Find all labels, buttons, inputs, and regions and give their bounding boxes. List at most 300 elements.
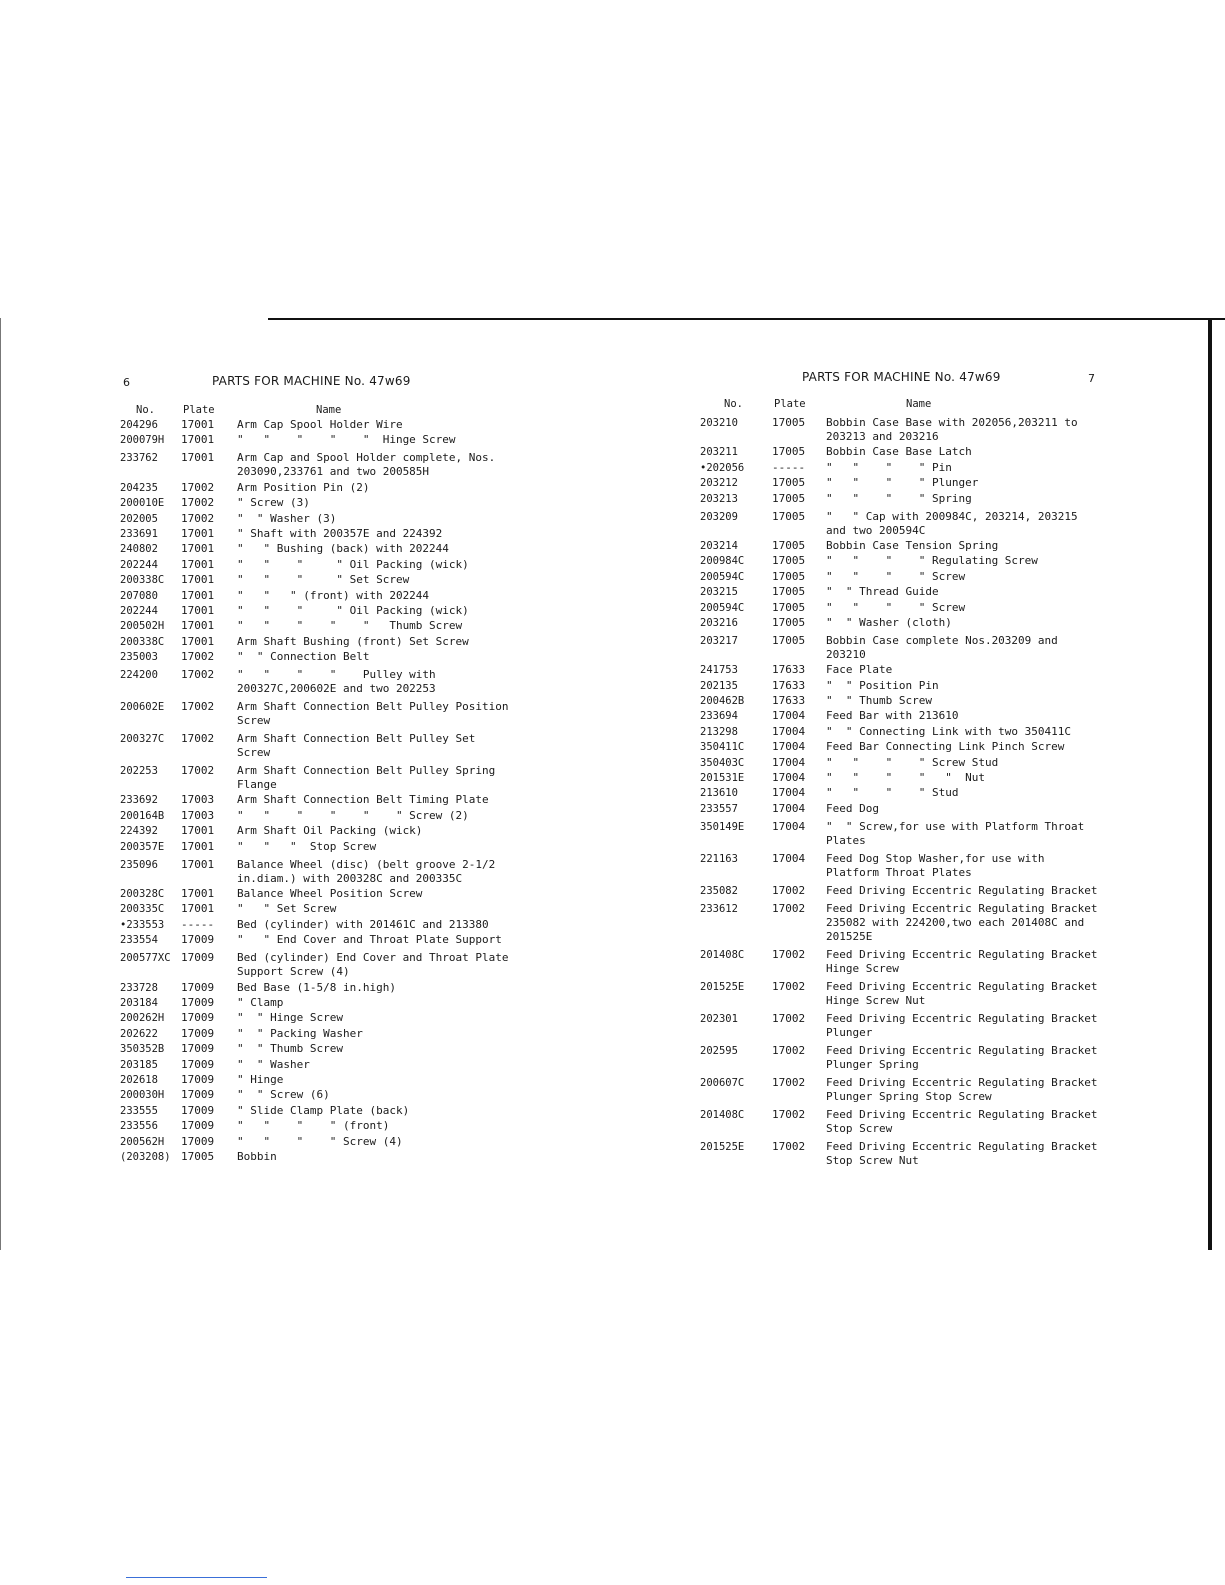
- part-row: [120, 481, 590, 495]
- part-number: 213610: [700, 787, 738, 800]
- part-name: " Shaft with 200357E and 224392: [237, 526, 443, 540]
- part-number: 200602E: [120, 701, 165, 714]
- part-row: [120, 650, 590, 664]
- plate-number: 17633: [772, 678, 806, 692]
- part-row: [700, 852, 1100, 880]
- plate-number: 17009: [181, 951, 215, 965]
- part-number: 203214: [700, 539, 738, 552]
- plate-number: 17004: [772, 786, 806, 800]
- page-number: 6: [123, 376, 130, 389]
- top-rule: [268, 318, 1225, 320]
- plate-number: 17009: [181, 1119, 215, 1133]
- part-row: [120, 418, 590, 432]
- plate-number: 17002: [772, 947, 806, 961]
- part-row: [700, 634, 1100, 662]
- part-name: Feed Driving Eccentric Regulating Bracket Hinge Screw: [826, 947, 1105, 975]
- part-number: 233612: [700, 902, 738, 915]
- part-name: " " " " (front): [237, 1119, 390, 1133]
- plate-number: 17002: [181, 511, 215, 525]
- part-name: Bobbin Case Base Latch: [826, 445, 972, 459]
- part-row: [120, 918, 590, 932]
- plate-number: 17001: [181, 433, 215, 447]
- plate-number: 17001: [181, 619, 215, 633]
- part-row: [700, 570, 1100, 584]
- plate-number: 17001: [181, 557, 215, 571]
- part-name: " " " " " Hinge Screw: [237, 433, 456, 447]
- plate-number: 17009: [181, 980, 215, 994]
- plate-number: 17001: [181, 603, 215, 617]
- part-row: [700, 1139, 1105, 1168]
- part-row: [120, 558, 590, 572]
- part-number: 224200: [120, 669, 158, 682]
- part-name: " " Position Pin: [826, 678, 939, 692]
- plate-number: 17002: [181, 668, 215, 682]
- part-number: 200164B: [120, 809, 165, 822]
- part-number: 200328C: [120, 888, 165, 901]
- part-number: 224392: [120, 825, 158, 838]
- part-row: [120, 542, 590, 556]
- plate-number: 17001: [181, 451, 215, 465]
- part-number: 233692: [120, 794, 158, 807]
- part-row: [120, 1027, 590, 1041]
- parts-list: [700, 416, 1105, 1168]
- part-row: [120, 1104, 590, 1118]
- part-row: [700, 756, 1100, 770]
- part-number: 201525E: [700, 980, 745, 993]
- part-number: •233553: [120, 918, 165, 931]
- part-number: 200462B: [700, 695, 745, 708]
- part-name: " " " Stop Screw: [237, 839, 377, 853]
- part-name: " " Screw (6): [237, 1088, 330, 1102]
- part-number: 202005: [120, 512, 158, 525]
- part-number: 200079H: [120, 434, 165, 447]
- part-number: 200562H: [120, 1135, 165, 1148]
- part-name: " " Connecting Link with two 350411C: [826, 724, 1072, 738]
- part-number: 203212: [700, 477, 738, 490]
- part-number: 202595: [700, 1044, 738, 1057]
- part-name: Feed Bar with 213610: [826, 709, 959, 723]
- part-row: [120, 1150, 590, 1164]
- part-row: [120, 512, 590, 526]
- part-name: " " " " " Thumb Screw: [237, 619, 463, 633]
- part-number: 200502H: [120, 620, 165, 633]
- plate-number: 17009: [181, 1103, 215, 1117]
- part-row: [120, 619, 590, 633]
- plate-number: 17005: [772, 491, 806, 505]
- plate-number: 17005: [772, 600, 806, 614]
- part-row: [700, 1075, 1105, 1104]
- part-row: [120, 858, 590, 886]
- part-number: 235082: [700, 884, 738, 897]
- part-name: " " Set Screw: [237, 902, 337, 916]
- part-number: 200594C: [700, 601, 745, 614]
- part-name: " " " (front) with 202244: [237, 588, 430, 602]
- right-page-header: [700, 368, 1100, 398]
- header-name: Name: [906, 398, 932, 410]
- part-name: Feed Driving Eccentric Regulating Bracket Plunger Spring: [826, 1043, 1105, 1071]
- part-name: Feed Dog Stop Washer,for use with Platform Throat Plates: [826, 851, 1052, 879]
- plate-number: 17009: [181, 1134, 215, 1148]
- part-number: 200594C: [700, 570, 745, 583]
- part-number: 200262H: [120, 1012, 165, 1025]
- part-name: Bobbin Case Tension Spring: [826, 538, 999, 552]
- part-number: 203185: [120, 1058, 158, 1071]
- part-number: 350352B: [120, 1043, 165, 1056]
- plate-number: -----: [181, 917, 215, 931]
- part-row: [120, 793, 590, 807]
- part-number: 233555: [120, 1104, 158, 1117]
- part-row: [700, 461, 1100, 475]
- page-number: 7: [1088, 372, 1095, 385]
- part-row: [120, 764, 590, 792]
- part-number: 202618: [120, 1073, 158, 1086]
- plate-number: 17004: [772, 755, 806, 769]
- part-name: " Clamp: [237, 995, 284, 1009]
- part-name: Feed Driving Eccentric Regulating Bracket Stop Screw: [826, 1107, 1105, 1135]
- part-name: " " Washer (3): [237, 511, 337, 525]
- plate-number: 17003: [181, 808, 215, 822]
- part-row: [120, 451, 590, 479]
- part-name: Arm Cap and Spool Holder complete, Nos. 203090,233761 and two 200585H: [237, 451, 502, 479]
- plate-number: 17002: [181, 496, 215, 510]
- plate-number: 17001: [181, 588, 215, 602]
- plate-number: 17002: [181, 764, 215, 778]
- part-name: Arm Shaft Bushing (front) Set Screw: [237, 634, 469, 648]
- part-name: " " " " Stud: [826, 786, 959, 800]
- part-number: (203208): [120, 1150, 171, 1163]
- plate-number: 17633: [772, 694, 806, 708]
- part-number: 204296: [120, 419, 158, 431]
- right-page: [700, 368, 1105, 1169]
- plate-number: 17009: [181, 1011, 215, 1025]
- plate-number: 17001: [181, 887, 215, 901]
- part-row: [700, 802, 1100, 816]
- part-number: 233691: [120, 527, 158, 540]
- part-row: [120, 527, 590, 541]
- part-number: 233762: [120, 452, 158, 465]
- plate-number: 17005: [772, 585, 806, 599]
- part-row: [700, 663, 1100, 677]
- part-number: 350411C: [700, 741, 745, 754]
- bottom-underline: [126, 1577, 267, 1578]
- plate-number: 17009: [181, 995, 215, 1009]
- part-number: 201408C: [700, 948, 745, 961]
- part-number: 233694: [700, 710, 738, 723]
- part-number: 350149E: [700, 820, 745, 833]
- part-number: 202253: [120, 765, 158, 778]
- plate-number: 17004: [772, 819, 806, 833]
- part-row: [120, 635, 590, 649]
- part-name: " " Thread Guide: [826, 585, 939, 599]
- part-number: 200357E: [120, 840, 165, 853]
- part-name: Balance Wheel Position Screw: [237, 887, 423, 901]
- part-name: " " Bushing (back) with 202244: [237, 542, 449, 556]
- header-no: No.: [136, 404, 155, 416]
- part-name: Bobbin Case Base with 202056,203211 to 203213 and 203216: [826, 416, 1085, 443]
- part-name: " " " " Screw: [826, 569, 966, 583]
- part-number: 235096: [120, 858, 158, 871]
- part-name: " " Screw,for use with Platform Throat Plates: [826, 819, 1091, 847]
- part-row: [700, 884, 1100, 898]
- part-row: [120, 589, 590, 603]
- part-name: Arm Shaft Connection Belt Timing Plate: [237, 793, 489, 807]
- plate-number: 17004: [772, 709, 806, 723]
- part-name: Bed Base (1-5/8 in.high): [237, 980, 396, 994]
- part-number: 203217: [700, 634, 738, 647]
- part-row: [120, 668, 590, 696]
- part-row: [700, 740, 1100, 754]
- plate-number: 17005: [772, 569, 806, 583]
- part-row: [120, 732, 590, 760]
- plate-number: 17005: [772, 445, 806, 459]
- part-name: " " " " Oil Packing (wick): [237, 603, 469, 617]
- right-edge-rule: [1208, 318, 1212, 1250]
- part-row: [120, 1011, 590, 1025]
- plate-number: 17004: [772, 724, 806, 738]
- part-name: " " " " Plunger: [826, 476, 979, 490]
- part-name: " " " " Set Screw: [237, 573, 410, 587]
- plate-number: 17004: [772, 851, 806, 865]
- plate-number: 17005: [772, 476, 806, 490]
- plate-number: 17002: [772, 883, 806, 897]
- plate-number: -----: [772, 460, 806, 474]
- plate-number: 17005: [772, 416, 806, 429]
- left-page-header: [120, 372, 590, 402]
- part-name: " " Cap with 200984C, 203214, 203215 and two 200594C: [826, 509, 1085, 537]
- part-name: " " Hinge Screw: [237, 1011, 343, 1025]
- part-name: " " " " Regulating Screw: [826, 554, 1038, 568]
- plate-number: 17002: [181, 480, 215, 494]
- part-name: Bed (cylinder) with 201461C and 213380: [237, 917, 489, 931]
- part-name: " " " " Pulley with 200327C,200602E and two 202253: [237, 668, 443, 696]
- part-row: [700, 1011, 1105, 1040]
- part-number: 203215: [700, 586, 738, 599]
- part-name: Arm Position Pin (2): [237, 480, 370, 494]
- header-name: Name: [316, 404, 342, 416]
- part-name: Arm Shaft Connection Belt Pulley Spring Flange: [237, 764, 502, 792]
- part-row: [700, 492, 1100, 506]
- part-name: " " " " Spring: [826, 491, 972, 505]
- part-row: [700, 709, 1100, 723]
- part-number: 201525E: [700, 1140, 745, 1153]
- part-name: " " Washer: [237, 1057, 310, 1071]
- plate-number: 17001: [181, 526, 215, 540]
- part-row: [700, 601, 1100, 615]
- part-number: 350403C: [700, 756, 745, 769]
- part-name: " Slide Clamp Plate (back): [237, 1103, 410, 1117]
- part-name: Bobbin: [237, 1149, 277, 1163]
- part-number: •202056: [700, 461, 745, 474]
- plate-number: 17009: [181, 1072, 215, 1086]
- part-row: [120, 1119, 590, 1133]
- part-row: [120, 824, 590, 838]
- part-number: 233556: [120, 1120, 158, 1133]
- header-plate: Plate: [774, 398, 806, 410]
- part-row: [120, 951, 590, 979]
- part-row: [120, 996, 590, 1010]
- header-plate: Plate: [183, 404, 215, 416]
- part-name: " " " " Screw: [826, 600, 966, 614]
- plate-number: 17005: [772, 509, 806, 523]
- plate-number: 17002: [772, 1139, 806, 1153]
- part-row: [700, 554, 1100, 568]
- part-number: 203184: [120, 996, 158, 1009]
- part-number: 200984C: [700, 555, 745, 568]
- part-row: [700, 476, 1100, 490]
- part-row: [120, 1088, 590, 1102]
- part-row: [120, 1042, 590, 1056]
- part-row: [700, 416, 1100, 444]
- part-name: " " Thumb Screw: [826, 694, 932, 708]
- part-row: [700, 539, 1100, 553]
- plate-number: 17002: [181, 732, 215, 746]
- part-number: 203213: [700, 492, 738, 505]
- plate-number: 17009: [181, 933, 215, 947]
- part-number: 202244: [120, 558, 158, 571]
- part-number: 233554: [120, 934, 158, 947]
- part-name: Face Plate: [826, 663, 893, 677]
- plate-number: 17001: [181, 902, 215, 916]
- part-number: 200338C: [120, 574, 165, 587]
- plate-number: 17001: [181, 634, 215, 648]
- running-title: PARTS FOR MACHINE No. 47w69: [212, 374, 411, 388]
- plate-number: 17002: [772, 1107, 806, 1121]
- part-name: Feed Dog: [826, 801, 879, 815]
- column-headers: [120, 404, 590, 418]
- part-number: 202244: [120, 604, 158, 617]
- part-row: [700, 771, 1100, 785]
- part-name: " " Packing Washer: [237, 1026, 363, 1040]
- part-name: " " End Cover and Throat Plate Support: [237, 933, 502, 947]
- plate-number: 17005: [772, 554, 806, 568]
- part-name: " Hinge: [237, 1072, 284, 1086]
- part-number: 200327C: [120, 733, 165, 746]
- part-name: " " " " Oil Packing (wick): [237, 557, 469, 571]
- part-row: [700, 786, 1100, 800]
- plate-number: 17002: [181, 650, 215, 664]
- plate-number: 17003: [181, 793, 215, 807]
- part-number: 233557: [700, 802, 738, 815]
- column-headers: [700, 398, 1100, 412]
- part-number: 200030H: [120, 1089, 165, 1102]
- part-number: 203210: [700, 417, 738, 429]
- parts-list: [120, 418, 590, 1164]
- plate-number: 17009: [181, 1042, 215, 1056]
- part-name: " " Washer (cloth): [826, 615, 952, 629]
- part-row: [120, 700, 590, 728]
- plate-number: 17004: [772, 771, 806, 785]
- part-row: [700, 1043, 1105, 1072]
- part-row: [700, 1107, 1105, 1136]
- part-row: [120, 1135, 590, 1149]
- part-name: Arm Shaft Oil Packing (wick): [237, 824, 423, 838]
- part-name: " " " " " " Screw (2): [237, 808, 469, 822]
- part-row: [120, 840, 590, 854]
- part-name: Balance Wheel (disc) (belt groove 2-1/2 in.diam.) with 200328C and 200335C: [237, 857, 502, 885]
- part-row: [120, 573, 590, 587]
- part-name: " " " " Screw Stud: [826, 755, 999, 769]
- part-name: Bed (cylinder) End Cover and Throat Plate Support Screw (4): [237, 951, 516, 979]
- part-name: Feed Driving Eccentric Regulating Bracket Plunger: [826, 1011, 1105, 1039]
- part-number: 203211: [700, 446, 738, 459]
- part-name: Arm Cap Spool Holder Wire: [237, 418, 403, 431]
- part-row: [700, 947, 1105, 976]
- header-no: No.: [724, 398, 743, 410]
- plate-number: 17009: [181, 1088, 215, 1102]
- part-name: Bobbin Case complete Nos.203209 and 203210: [826, 633, 1065, 661]
- part-name: " " Connection Belt: [237, 650, 370, 664]
- part-row: [700, 694, 1100, 708]
- part-number: 202622: [120, 1027, 158, 1040]
- part-number: 235003: [120, 651, 158, 664]
- plate-number: 17005: [772, 633, 806, 647]
- plate-number: 17001: [181, 839, 215, 853]
- part-row: [700, 445, 1100, 459]
- part-number: 200335C: [120, 903, 165, 916]
- plate-number: 17001: [181, 824, 215, 838]
- part-row: [120, 1073, 590, 1087]
- part-number: 233728: [120, 981, 158, 994]
- part-row: [120, 981, 590, 995]
- part-row: [700, 901, 1105, 944]
- part-row: [700, 820, 1100, 848]
- part-row: [700, 616, 1100, 630]
- part-name: Feed Driving Eccentric Regulating Bracket Plunger Spring Stop Screw: [826, 1075, 1105, 1103]
- plate-number: 17001: [181, 857, 215, 871]
- part-row: [700, 510, 1100, 538]
- plate-number: 17002: [772, 1043, 806, 1057]
- part-number: 201531E: [700, 772, 745, 785]
- part-name: " " " " Screw (4): [237, 1134, 403, 1148]
- part-name: " " " " Pin: [826, 460, 952, 474]
- plate-number: 17001: [181, 418, 215, 431]
- part-number: 200577XC: [120, 952, 171, 965]
- plate-number: 17005: [772, 615, 806, 629]
- plate-number: 17001: [181, 542, 215, 556]
- part-row: [120, 433, 590, 447]
- part-row: [120, 887, 590, 901]
- part-number: 207080: [120, 589, 158, 602]
- plate-number: 17005: [181, 1149, 215, 1163]
- part-number: 200607C: [700, 1076, 745, 1089]
- plate-number: 17009: [181, 1026, 215, 1040]
- part-name: Feed Bar Connecting Link Pinch Screw: [826, 740, 1065, 754]
- plate-number: 17002: [772, 901, 806, 915]
- plate-number: 17004: [772, 801, 806, 815]
- part-number: 203209: [700, 510, 738, 523]
- part-row: [700, 979, 1105, 1008]
- part-row: [120, 496, 590, 510]
- part-row: [120, 902, 590, 916]
- plate-number: 17002: [181, 700, 215, 714]
- plate-number: 17002: [772, 1011, 806, 1025]
- part-number: 241753: [700, 664, 738, 677]
- part-row: [700, 585, 1100, 599]
- plate-number: 17002: [772, 1075, 806, 1089]
- part-number: 200010E: [120, 497, 165, 510]
- plate-number: 17001: [181, 573, 215, 587]
- part-number: 202301: [700, 1012, 738, 1025]
- part-number: 200338C: [120, 635, 165, 648]
- plate-number: 17004: [772, 740, 806, 754]
- part-name: " " " " " Nut: [826, 771, 985, 785]
- part-number: 204235: [120, 481, 158, 494]
- part-row: [120, 933, 590, 947]
- part-row: [120, 809, 590, 823]
- part-name: Feed Driving Eccentric Regulating Bracket: [826, 883, 1098, 897]
- part-name: Feed Driving Eccentric Regulating Bracket Stop Screw Nut: [826, 1139, 1105, 1167]
- plate-number: 17009: [181, 1057, 215, 1071]
